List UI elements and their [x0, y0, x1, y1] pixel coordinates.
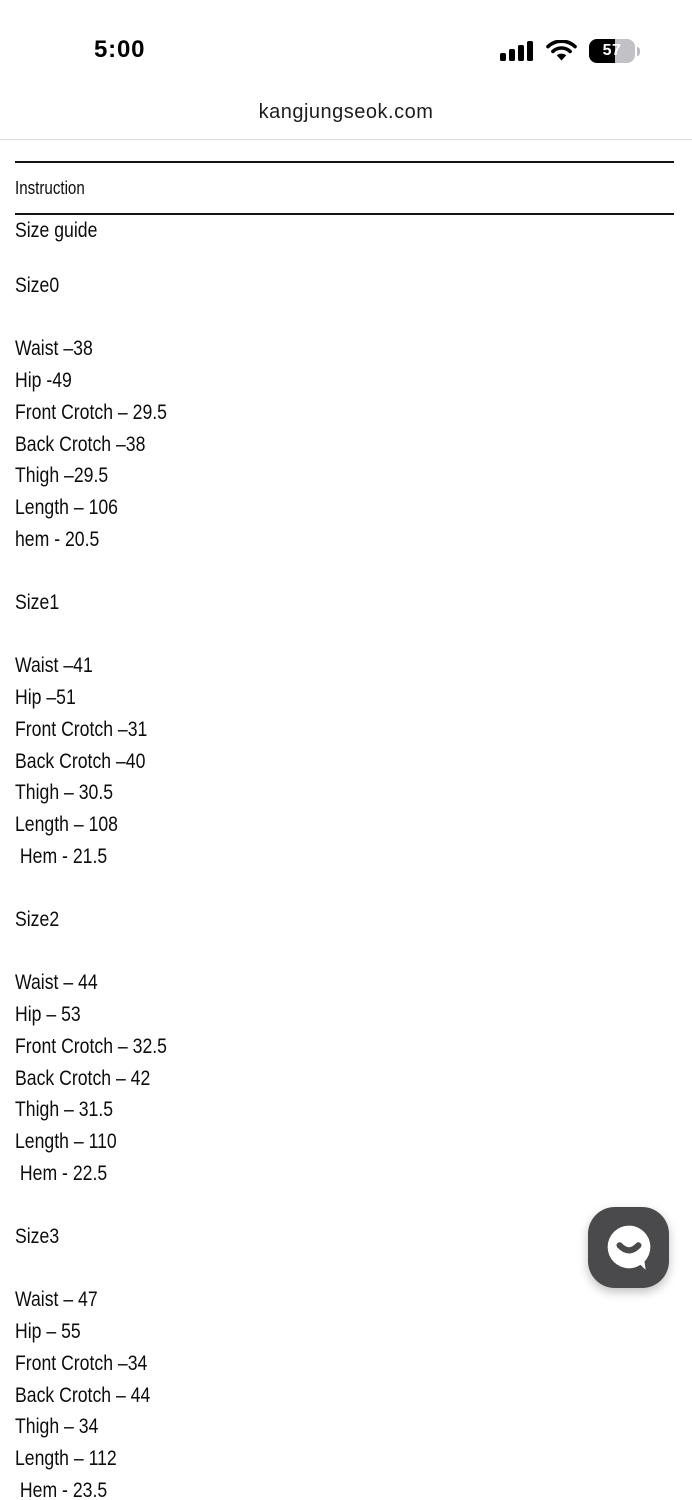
measurement-line: Thigh – 34 — [15, 1415, 99, 1439]
measurement-line: Hem - 21.5 — [15, 844, 108, 868]
measurement-line: Back Crotch –38 — [15, 432, 146, 456]
measurement-list — [15, 1284, 674, 1500]
measurement-line: Thigh – 30.5 — [15, 781, 114, 805]
measurement-line: Length – 112 — [15, 1446, 117, 1470]
measurement-line: Thigh – 31.5 — [15, 1098, 114, 1122]
measurement-line: Thigh –29.5 — [15, 464, 109, 488]
cellular-signal-icon — [500, 40, 534, 62]
measurement-line: Hip – 55 — [15, 1320, 81, 1344]
measurement-line: Front Crotch –31 — [15, 717, 148, 741]
size-section — [15, 1221, 674, 1500]
measurement-line: Waist – 44 — [15, 971, 98, 995]
instruction-label: Instruction — [15, 178, 85, 198]
instruction-nav-item[interactable] — [15, 163, 674, 213]
measurement-line: Waist – 47 — [15, 1288, 98, 1312]
status-icons — [500, 38, 640, 64]
wifi-icon — [546, 40, 577, 63]
size-section — [15, 904, 674, 1189]
measurement-line: Hip -49 — [15, 369, 72, 393]
measurement-list — [15, 333, 674, 555]
battery-percent-label: 57 — [602, 42, 622, 59]
measurement-line: Hip – 53 — [15, 1003, 81, 1027]
page-content — [0, 140, 692, 1500]
size-title: Size2 — [15, 908, 60, 931]
measurement-line: Front Crotch –34 — [15, 1351, 148, 1375]
measurement-line: Hip –51 — [15, 686, 76, 710]
size-title: Size3 — [15, 1225, 60, 1248]
size-title: Size1 — [15, 591, 60, 614]
measurement-line: Front Crotch – 29.5 — [15, 400, 167, 424]
measurement-line: Length – 110 — [15, 1129, 117, 1153]
size-section — [15, 270, 674, 555]
status-bar — [0, 0, 692, 85]
measurement-line: Back Crotch –40 — [15, 749, 146, 773]
measurement-line: Length – 106 — [15, 495, 119, 519]
status-time: 5:00 — [94, 36, 146, 63]
battery-nub — [637, 47, 640, 56]
measurement-line: hem - 20.5 — [15, 527, 100, 551]
measurement-list — [15, 967, 674, 1189]
size-title: Size0 — [15, 274, 60, 297]
measurement-line: Back Crotch – 44 — [15, 1383, 151, 1407]
measurement-line: Back Crotch – 42 — [15, 1066, 151, 1090]
measurement-line: Hem - 22.5 — [15, 1161, 108, 1185]
size-sections — [15, 270, 674, 1500]
battery-icon — [589, 39, 635, 63]
measurement-line: Front Crotch – 32.5 — [15, 1034, 167, 1058]
measurement-line: Hem - 23.5 — [15, 1478, 108, 1500]
size-section — [15, 587, 674, 872]
measurement-line: Length – 108 — [15, 812, 119, 836]
measurement-list — [15, 650, 674, 872]
chat-launcher-button[interactable] — [588, 1207, 669, 1288]
measurement-line: Waist –38 — [15, 337, 93, 361]
size-guide-heading: Size guide — [15, 219, 98, 242]
chat-bubble-icon — [604, 1223, 654, 1273]
browser-url-bar[interactable] — [0, 85, 692, 140]
measurement-line: Waist –41 — [15, 654, 93, 678]
url-text: kangjungseok.com — [258, 100, 434, 123]
